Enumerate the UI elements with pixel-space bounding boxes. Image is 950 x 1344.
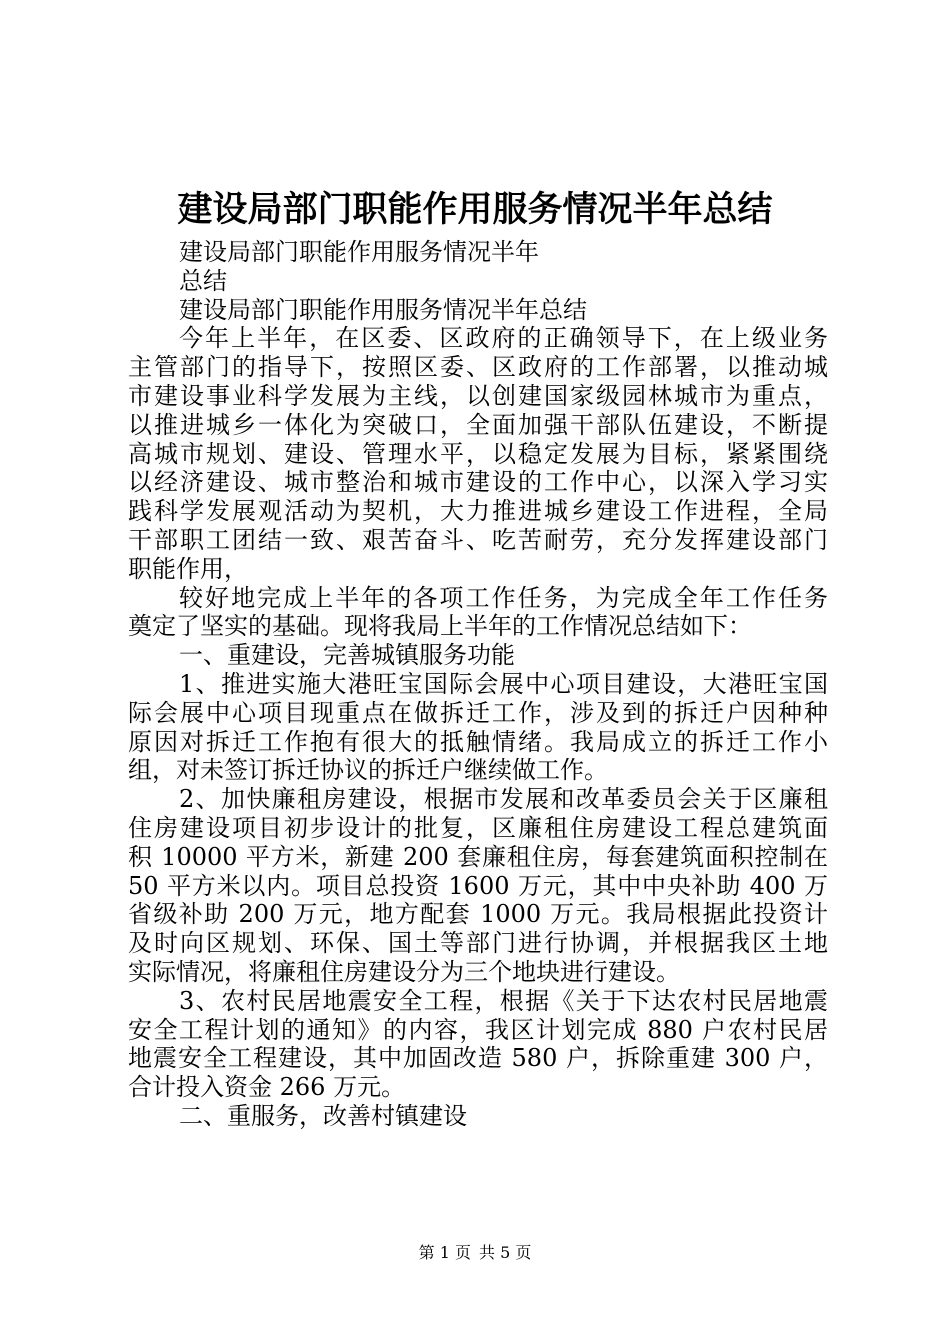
- text-line: 高城市规划、建设、管理水平，以稳定发展为目标，紧紧围绕: [128, 439, 828, 468]
- page-number: 第 1 页: [418, 1243, 471, 1262]
- text-line: 及时向区规划、环保、国土等部门进行协调，并根据我区土地: [128, 929, 828, 958]
- text-line: 3、农村民居地震安全工程，根据《关于下达农村民居地震: [179, 986, 828, 1015]
- text-line: 省级补助 200 万元，地方配套 1000 万元。我局根据此投资计: [128, 900, 828, 929]
- text-line: 原因对拆迁工作抱有很大的抵触情绪。我局成立的拆迁工作小: [128, 727, 828, 756]
- text-line: 1、推进实施大港旺宝国际会展中心项目建设，大港旺宝国: [179, 669, 828, 698]
- text-line: 积 10000 平方米，新建 200 套廉租住房，每套建筑面积控制在: [128, 842, 828, 871]
- document-body: [128, 238, 828, 1131]
- text-line: 干部职工团结一致、艰苦奋斗、吃苦耐劳，充分发挥建设部门: [128, 525, 828, 554]
- text-line: 2、加快廉租房建设，根据市发展和改革委员会关于区廉租: [179, 785, 828, 814]
- text-line: 总结: [179, 266, 227, 295]
- text-line: 奠定了坚实的基础。现将我局上半年的工作情况总结如下：: [128, 612, 752, 641]
- text-line: 职能作用，: [128, 554, 248, 583]
- text-line: 组，对未签订拆迁协议的拆迁户继续做工作。: [128, 756, 608, 785]
- text-line: 地震安全工程建设，其中加固改造 580 户，拆除重建 300 户，: [128, 1044, 828, 1073]
- text-line: 较好地完成上半年的各项工作任务，为完成全年工作任务: [179, 583, 828, 612]
- text-line: 主管部门的指导下，按照区委、区政府的工作部署，以推动城: [128, 353, 828, 382]
- text-line: 今年上半年，在区委、区政府的正确领导下，在上级业务: [179, 324, 828, 353]
- text-line: 一、重建设，完善城镇服务功能: [179, 641, 515, 670]
- text-line: 市建设事业科学发展为主线，以创建国家级园林城市为重点，: [128, 381, 828, 410]
- page-title: 建设局部门职能作用服务情况半年总结: [177, 189, 773, 230]
- text-line: 住房建设项目初步设计的批复，区廉租住房建设工程总建筑面: [128, 813, 828, 842]
- page-count: 共 5 页: [479, 1243, 532, 1262]
- text-line: 二、重服务，改善村镇建设: [179, 1101, 467, 1130]
- page-footer: [0, 1243, 950, 1263]
- text-line: 实际情况，将廉租住房建设分为三个地块进行建设。: [128, 957, 680, 986]
- text-line: 安全工程计划的通知》的内容，我区计划完成 880 户农村民居: [128, 1015, 828, 1044]
- text-line: 建设局部门职能作用服务情况半年: [179, 238, 539, 266]
- text-line: 50 平方米以内。项目总投资 1600 万元，其中中央补助 400 万: [128, 871, 828, 900]
- text-line: 合计投入资金 266 万元。: [128, 1073, 406, 1102]
- text-line: 建设局部门职能作用服务情况半年总结: [179, 295, 587, 324]
- text-line: 以经济建设、城市整治和城市建设的工作中心，以深入学习实: [128, 468, 828, 497]
- text-line: 际会展中心项目现重点在做拆迁工作，涉及到的拆迁户因种种: [128, 698, 828, 727]
- text-line: 践科学发展观活动为契机，大力推进城乡建设工作进程，全局: [128, 497, 828, 526]
- text-line: 以推进城乡一体化为突破口，全面加强干部队伍建设，不断提: [128, 410, 828, 439]
